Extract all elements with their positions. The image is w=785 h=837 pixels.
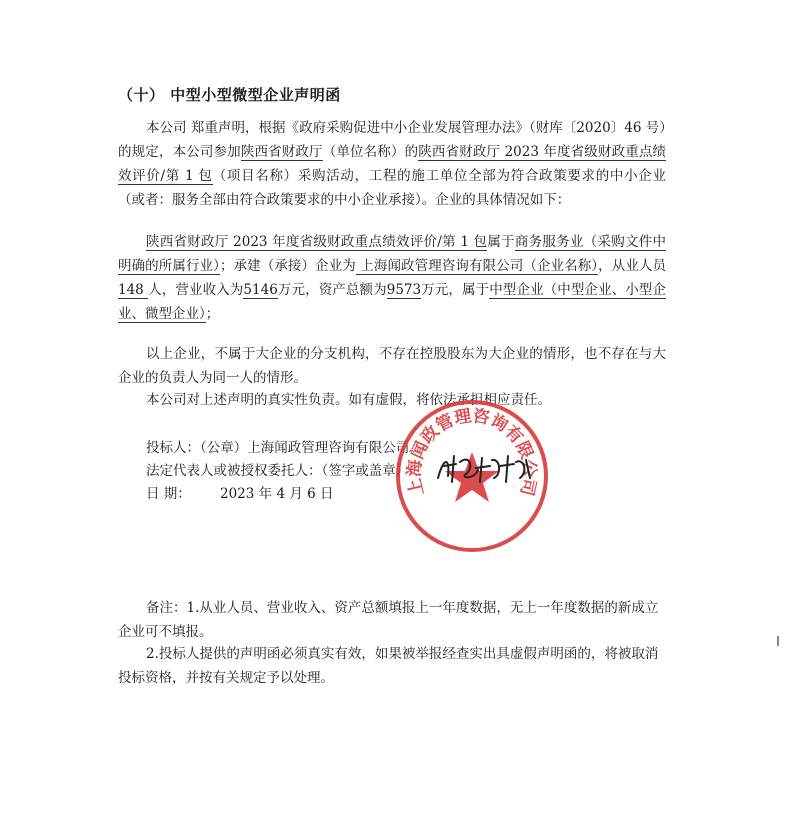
note-1: 备注：1.从业人员、营业收入、资产总额填报上一年度数据，无上一年度数据的新成立企业可不填报。 [118,600,659,640]
purchaser-name: 陕西省财政厅 [240,144,323,160]
detail-assets-lead: 万元，资产总额为 [277,282,387,298]
note-2: 2.投标人提供的声明函必须真实有效，如果被举报经查实出具虚假声明函的，将被取消投标资格，并按有关规定予以处理。 [118,646,659,686]
detail-assets: 9573 [386,282,422,298]
detail-staff-lead: ，从业人员 [598,258,667,274]
decl-text-b: （单位名称）的 [322,144,419,160]
date-value: 2023 年 4 月 6 日 [220,486,334,502]
bidder-line: 投标人：（公章）上海闻政管理咨询有限公司 [146,440,410,456]
detail-belongs: 属于 [487,234,515,250]
statement-responsibility: 本公司对上述声明的真实性负责。如有虚假，将依法承担相应责任。 [146,392,551,408]
detail-revenue: 5146 [243,282,278,298]
decl-text-a: 本公司 郑重声明，根据《政府采购促进中小企业发展管理办法》（财库〔2020〕46 号）的规定，本公司参加 [118,120,666,160]
seal-text: 上海闻政管理咨询有限公司 [404,406,540,498]
detail-builder-lead: ；承建（承接）企业为 [219,258,356,274]
detail-end: ； [205,306,220,322]
project-name: 陕西省财政厅 2023 年度省级财政重点绩效评价/第 1 包 [118,144,667,184]
date-label: 日 期： [146,486,191,502]
enterprise-detail-paragraph [118,230,666,326]
detail-company: 上海闻政管理咨询有限公司（企业名称） [355,258,599,274]
detail-project: 陕西省财政厅 2023 年度省级财政重点绩效评价/第 1 包 [146,234,488,250]
date-line [146,482,334,506]
page-title: （十） 中型小型微型企业声明函 [118,86,341,104]
detail-staff: 148 [118,282,149,298]
detail-type: 中型企业（中型企业、小型企业、微型企业） [118,282,667,322]
handwritten-signature [430,448,540,488]
detail-revenue-lead: 人，营业收入为 [148,282,244,298]
legal-rep-line: 法定代表人或被授权委托人：（签字或盖章） [146,463,410,479]
detail-industry: 商务服务业（采购文件中明确的所属行业） [118,234,666,274]
statement-not-large-enterprise: 以上企业，不属于大企业的分支机构，不存在控股股东为大企业的情形，也不存在与大企业的负责人为同一人的情形。 [118,346,666,386]
scan-edge-mark [777,636,779,646]
decl-text-c: （项目名称）采购活动，工程的施工单位全部为符合政策要求的中小企业（或者：服务全部由符合政策要求的中小企业承接）。企业的具体情况如下： [118,168,666,208]
declaration-paragraph [118,116,666,212]
detail-type-lead: 万元，属于 [421,282,490,298]
